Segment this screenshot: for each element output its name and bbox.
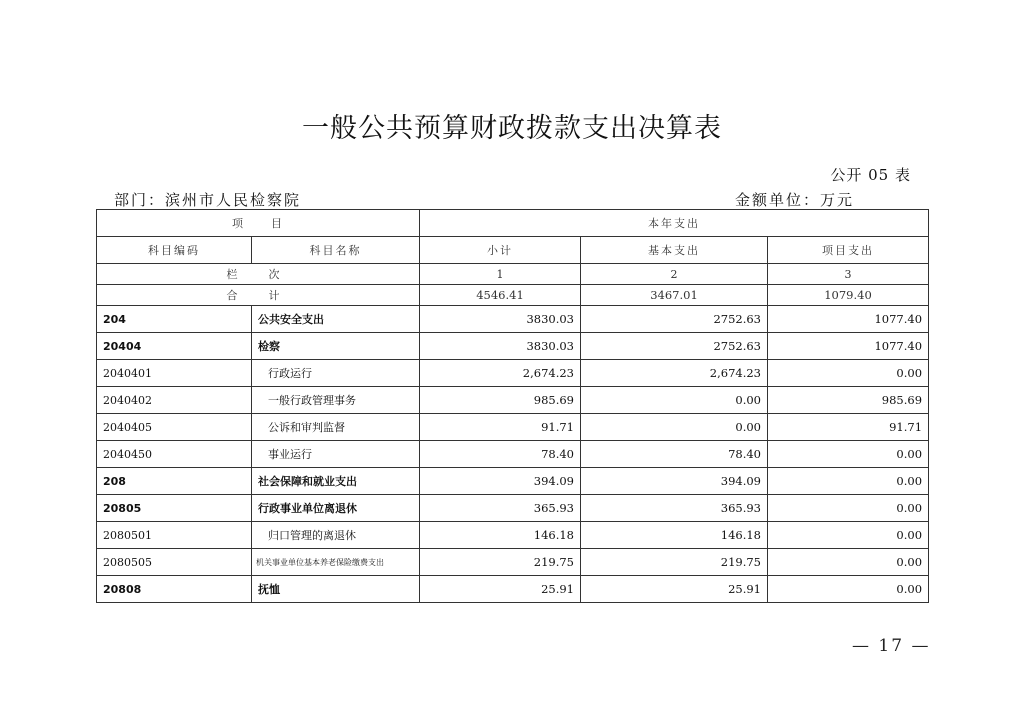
row-code: 2080501 xyxy=(97,522,252,549)
row-name: 归口管理的离退休 xyxy=(252,522,420,549)
header-item: 项 目 xyxy=(97,210,420,237)
table-row xyxy=(97,360,929,387)
column-index-3: 3 xyxy=(768,264,929,285)
row-project: 91.71 xyxy=(768,414,929,441)
row-code: 2040450 xyxy=(97,441,252,468)
row-project: 985.69 xyxy=(768,387,929,414)
row-name: 公共安全支出 xyxy=(252,306,420,333)
row-name: 一般行政管理事务 xyxy=(252,387,420,414)
row-basic: 394.09 xyxy=(581,468,768,495)
row-project: 0.00 xyxy=(768,360,929,387)
row-code: 20808 xyxy=(97,576,252,603)
row-name: 检察 xyxy=(252,333,420,360)
row-basic: 219.75 xyxy=(581,549,768,576)
column-index-2: 2 xyxy=(581,264,768,285)
header-subtotal: 小计 xyxy=(420,237,581,264)
amount-unit-label: 金额单位：万元 xyxy=(735,191,855,209)
table-row xyxy=(97,306,929,333)
row-name: 行政运行 xyxy=(252,360,420,387)
row-code: 20404 xyxy=(97,333,252,360)
row-project: 0.00 xyxy=(768,441,929,468)
row-subtotal: 91.71 xyxy=(420,414,581,441)
row-name: 抚恤 xyxy=(252,576,420,603)
row-subtotal: 365.93 xyxy=(420,495,581,522)
row-basic: 0.00 xyxy=(581,387,768,414)
header-code: 科目编码 xyxy=(97,237,252,264)
table-row xyxy=(97,576,929,603)
row-subtotal: 219.75 xyxy=(420,549,581,576)
total-label: 合 计 xyxy=(97,285,420,306)
row-subtotal: 78.40 xyxy=(420,441,581,468)
row-name: 行政事业单位离退休 xyxy=(252,495,420,522)
header-row-item xyxy=(97,210,929,237)
row-basic: 25.91 xyxy=(581,576,768,603)
row-project: 0.00 xyxy=(768,549,929,576)
row-name: 机关事业单位基本养老保险缴费支出 xyxy=(252,549,420,576)
header-row-column-index xyxy=(97,264,929,285)
row-name: 公诉和审判监督 xyxy=(252,414,420,441)
header-name: 科目名称 xyxy=(252,237,420,264)
table-row xyxy=(97,387,929,414)
page-title: 一般公共预算财政拨款支出决算表 xyxy=(302,113,722,144)
header-row-columns xyxy=(97,237,929,264)
department-label: 部门：滨州市人民检察院 xyxy=(114,191,302,209)
row-basic: 2752.63 xyxy=(581,306,768,333)
row-basic: 2,674.23 xyxy=(581,360,768,387)
row-basic: 2752.63 xyxy=(581,333,768,360)
row-basic: 146.18 xyxy=(581,522,768,549)
table-row xyxy=(97,549,929,576)
page-number: — 17 — xyxy=(852,636,931,656)
row-name: 社会保障和就业支出 xyxy=(252,468,420,495)
row-code: 2080505 xyxy=(97,549,252,576)
row-project: 0.00 xyxy=(768,576,929,603)
row-subtotal: 3830.03 xyxy=(420,306,581,333)
total-row xyxy=(97,285,929,306)
row-project: 1077.40 xyxy=(768,333,929,360)
table-row xyxy=(97,414,929,441)
row-code: 208 xyxy=(97,468,252,495)
row-code: 2040402 xyxy=(97,387,252,414)
table-row xyxy=(97,522,929,549)
total-project: 1079.40 xyxy=(768,285,929,306)
column-label: 栏 次 xyxy=(97,264,420,285)
row-basic: 0.00 xyxy=(581,414,768,441)
table-row xyxy=(97,333,929,360)
form-number: 公开 05 表 xyxy=(830,166,911,184)
header-basic: 基本支出 xyxy=(581,237,768,264)
total-subtotal: 4546.41 xyxy=(420,285,581,306)
row-code: 2040401 xyxy=(97,360,252,387)
row-project: 0.00 xyxy=(768,522,929,549)
total-basic: 3467.01 xyxy=(581,285,768,306)
table-row xyxy=(97,441,929,468)
row-subtotal: 2,674.23 xyxy=(420,360,581,387)
expenditure-table xyxy=(96,209,929,603)
row-code: 20805 xyxy=(97,495,252,522)
column-index-1: 1 xyxy=(420,264,581,285)
row-basic: 365.93 xyxy=(581,495,768,522)
row-project: 0.00 xyxy=(768,468,929,495)
row-subtotal: 25.91 xyxy=(420,576,581,603)
row-basic: 78.40 xyxy=(581,441,768,468)
row-name: 事业运行 xyxy=(252,441,420,468)
header-project: 项目支出 xyxy=(768,237,929,264)
row-subtotal: 146.18 xyxy=(420,522,581,549)
row-code: 2040405 xyxy=(97,414,252,441)
row-project: 0.00 xyxy=(768,495,929,522)
header-year-expense: 本年支出 xyxy=(420,210,929,237)
row-subtotal: 3830.03 xyxy=(420,333,581,360)
row-code: 204 xyxy=(97,306,252,333)
table-row xyxy=(97,468,929,495)
row-subtotal: 985.69 xyxy=(420,387,581,414)
table-row xyxy=(97,495,929,522)
row-subtotal: 394.09 xyxy=(420,468,581,495)
row-project: 1077.40 xyxy=(768,306,929,333)
